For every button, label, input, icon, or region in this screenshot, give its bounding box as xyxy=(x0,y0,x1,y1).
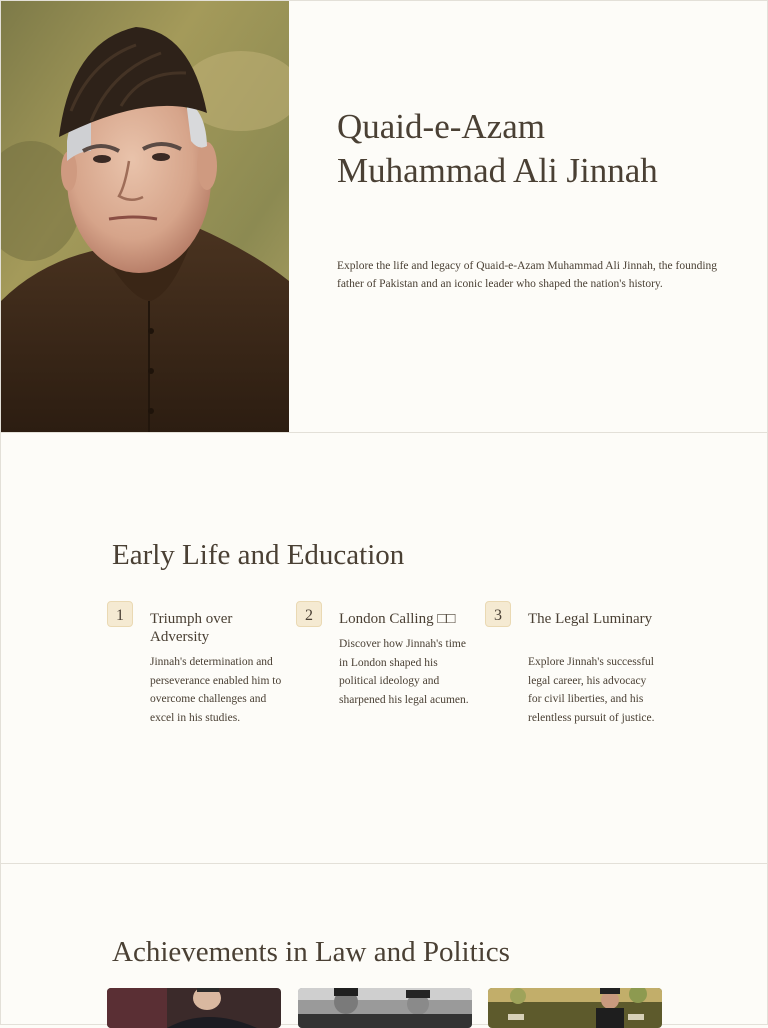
achievements-slide xyxy=(0,864,768,1025)
step-title: Triumph over Adversity xyxy=(150,611,233,645)
photo-illustration xyxy=(488,988,662,1028)
portrait-image xyxy=(1,1,289,432)
photo-jinnah-portrait xyxy=(107,988,281,1028)
step-number-badge: 3 xyxy=(485,601,511,627)
hero-slide xyxy=(0,0,768,433)
step-description: Jinnah's determination and perseverance enabled him to overcome challenges and excel in his studies. xyxy=(150,656,282,724)
achievements-title: Achievements in Law and Politics xyxy=(112,936,510,968)
photo-illustration xyxy=(298,988,472,1028)
step-description: Discover how Jinnah's time in London shaped his political ideology and sharpened his legal acumen. xyxy=(339,638,469,706)
title-line-2: Muhammad Ali Jinnah xyxy=(337,151,658,190)
step-title: London Calling □□ xyxy=(339,611,456,627)
photo-black-white-group xyxy=(298,988,472,1028)
photo-ceremony-scene xyxy=(488,988,662,1028)
early-life-slide xyxy=(0,433,768,864)
photo-illustration xyxy=(107,988,281,1028)
portrait-illustration xyxy=(1,1,289,432)
step-description: Explore Jinnah's successful legal career, his advocacy for civil liberties, and his relentless pursuit of justice. xyxy=(528,656,655,724)
page-title xyxy=(337,105,727,193)
step-title: The Legal Luminary xyxy=(528,611,653,627)
title-line-1: Quaid-e-Azam xyxy=(337,107,545,146)
hero-description: Explore the life and legacy of Quaid-e-Azam Muhammad Ali Jinnah, the founding father of Pakistan and an iconic leader who shaped the nation's history. xyxy=(337,260,718,290)
step-number-badge: 2 xyxy=(296,601,322,627)
step-number-badge: 1 xyxy=(107,601,133,627)
early-life-title: Early Life and Education xyxy=(112,539,405,571)
